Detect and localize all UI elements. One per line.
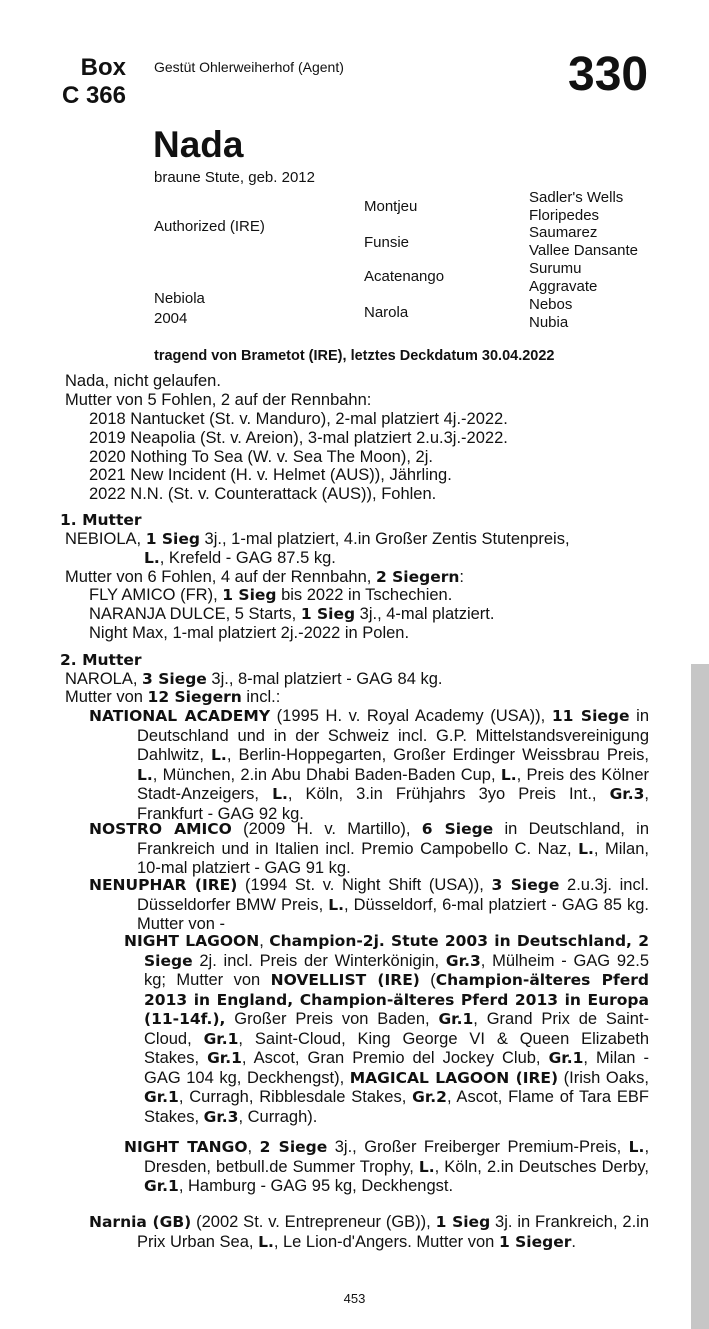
vertical-scrollbar[interactable] <box>691 664 709 1329</box>
offspring-entry-narnia: Narnia (GB) (2002 St. v. Entrepreneur (GB)), 1 Sieg 3j. in Frankreich, 2.in Prix Urban Sea, L., Le Lion-d'Angers. Mutter von 1 Sieger. <box>89 1213 650 1251</box>
box-label: Box <box>80 54 126 81</box>
horse-description: braune Stute, geb. 2012 <box>154 169 315 186</box>
pedigree-g2: Floripedes <box>529 207 600 224</box>
offspring-entry: Night Max, 1-mal platziert 2j.-2022 in Polen. <box>89 624 410 642</box>
pedigree-dam: Nebiola <box>154 290 205 307</box>
offspring-entry-nostro-amico: NOSTRO AMICO (2009 H. v. Martillo), 6 Siege in Deutschland, in Frankreich und in Italien incl. Premio Campobello C. Naz, L., Milan, 10-mal platziert - GAG 91 kg. <box>89 820 650 877</box>
pedigree-g7: Nebos <box>529 296 573 313</box>
consignor-agent: Gestüt Ohlerweiherhof (Agent) <box>154 59 344 75</box>
scrollbar-thumb[interactable] <box>691 664 709 1329</box>
section-heading-first-dam: 1. Mutter <box>60 511 142 529</box>
offspring-entry-nenuphar: NENUPHAR (IRE) (1994 St. v. Night Shift (USA)), 3 Siege 2.u.3j. incl. Düsseldorfer BMW Preis, L., Düsseldorf, 6-mal platziert - GAG 85 kg. Mutter von - <box>89 876 649 933</box>
pedigree-sire-sire: Montjeu <box>364 198 418 215</box>
horse-name: Nada <box>153 124 244 165</box>
second-dam-line: Mutter von 12 Siegern incl.: <box>65 688 281 706</box>
pedigree-g5: Surumu <box>529 260 582 277</box>
foal-entry: 2019 Neapolia (St. v. Areion), 3-mal platziert 2.u.3j.-2022. <box>89 429 508 447</box>
pedigree-g1: Sadler's Wells <box>529 189 624 206</box>
pedigree-g3: Saumarez <box>529 224 598 241</box>
foal-entry: 2021 New Incident (H. v. Helmet (AUS)), Jährling. <box>89 466 452 484</box>
box-number <box>60 54 126 110</box>
pedigree-g6: Aggravate <box>529 278 598 295</box>
intro-line: Mutter von 5 Fohlen, 2 auf der Rennbahn: <box>65 391 372 409</box>
foal-entry: 2022 N.N. (St. v. Counterattack (AUS)), Fohlen. <box>89 485 437 503</box>
box-value: C 366 <box>61 82 126 109</box>
intro-line: Nada, nicht gelaufen. <box>65 372 221 390</box>
pedigree-dam-sire: Acatenango <box>364 268 445 285</box>
page-number: 453 <box>343 1291 366 1306</box>
lot-number: 330 <box>568 48 649 101</box>
first-dam-line: NEBIOLA, 1 Sieg 3j., 1-mal platziert, 4.in Großer Zentis Stutenpreis, <box>65 530 570 548</box>
section-heading-second-dam: 2. Mutter <box>60 651 142 669</box>
foal-entry: 2018 Nantucket (St. v. Manduro), 2-mal platziert 4j.-2022. <box>89 410 508 428</box>
pedigree-dam-dam: Narola <box>364 304 409 321</box>
pedigree-g4: Vallee Dansante <box>529 242 638 259</box>
foal-entry: 2020 Nothing To Sea (W. v. Sea The Moon), 2j. <box>89 448 433 466</box>
pedigree-dam-year: 2004 <box>154 310 188 327</box>
covering-info: tragend von Brametot (IRE), letztes Deckdatum 30.04.2022 <box>154 348 555 364</box>
pedigree-sire-dam: Funsie <box>364 234 410 251</box>
pedigree-g8: Nubia <box>529 314 569 331</box>
offspring-entry: FLY AMICO (FR), 1 Sieg bis 2022 in Tschechien. <box>89 586 453 604</box>
grand-offspring-night-lagoon: NIGHT LAGOON, Champion-2j. Stute 2003 in Deutschland, 2 Siege 2j. incl. Preis der Winterkönigin, Gr.3, Mülheim - GAG 92.5 kg; Mutter von NOVELLIST (IRE) (Champion-älteres Pferd 2013 in England, Champion-älteres Pferd 2013 in Europa (11-14f.), Großer Preis von Baden, Gr.1, Grand Prix de Saint-Cloud, Gr.1, Saint-Cloud, King George VI & Queen Elizabeth Stakes, Gr.1, Ascot, Gran Premio del Jockey Club, Gr.1, Milan - GAG 104 kg, Deckhengst), MAGICAL LAGOON (IRE) (Irish Oaks, Gr.1, Curragh, Ribblesdale Stakes, Gr.2, Ascot, Flame of Tara EBF Stakes, Gr.3, Curragh). <box>124 932 650 1126</box>
first-dam-line: Mutter von 6 Fohlen, 4 auf der Rennbahn, 2 Siegern: <box>65 568 465 586</box>
second-dam-line: NAROLA, 3 Siege 3j., 8-mal platziert - GAG 84 kg. <box>65 670 443 688</box>
offspring-entry: NARANJA DULCE, 5 Starts, 1 Sieg 3j., 4-mal platziert. <box>89 605 495 623</box>
offspring-entry-national-academy: NATIONAL ACADEMY (1995 H. v. Royal Academy (USA)), 11 Siege in Deutschland und in der Schweiz incl. G.P. Mittelstandsvereinigung Dahlwitz, L., Berlin-Hoppegarten, Großer Erdinger Weissbrau Preis, L., München, 2.in Abu Dhabi Baden-Baden Cup, L., Preis des Kölner Stadt-Anzeigers, L., Köln, 3.in Frühjahrs 3yo Preis Int., Gr.3, Frankfurt - GAG 92 kg. <box>89 707 649 823</box>
first-dam-line: L., Krefeld - GAG 87.5 kg. <box>144 549 336 567</box>
grand-offspring-night-tango: NIGHT TANGO, 2 Siege 3j., Großer Freiberger Premium-Preis, L., Dresden, betbull.de Summer Trophy, L., Köln, 2.in Deutsches Derby, Gr.1, Hamburg - GAG 95 kg, Deckhengst. <box>124 1138 650 1195</box>
pedigree-sire: Authorized (IRE) <box>154 218 265 235</box>
